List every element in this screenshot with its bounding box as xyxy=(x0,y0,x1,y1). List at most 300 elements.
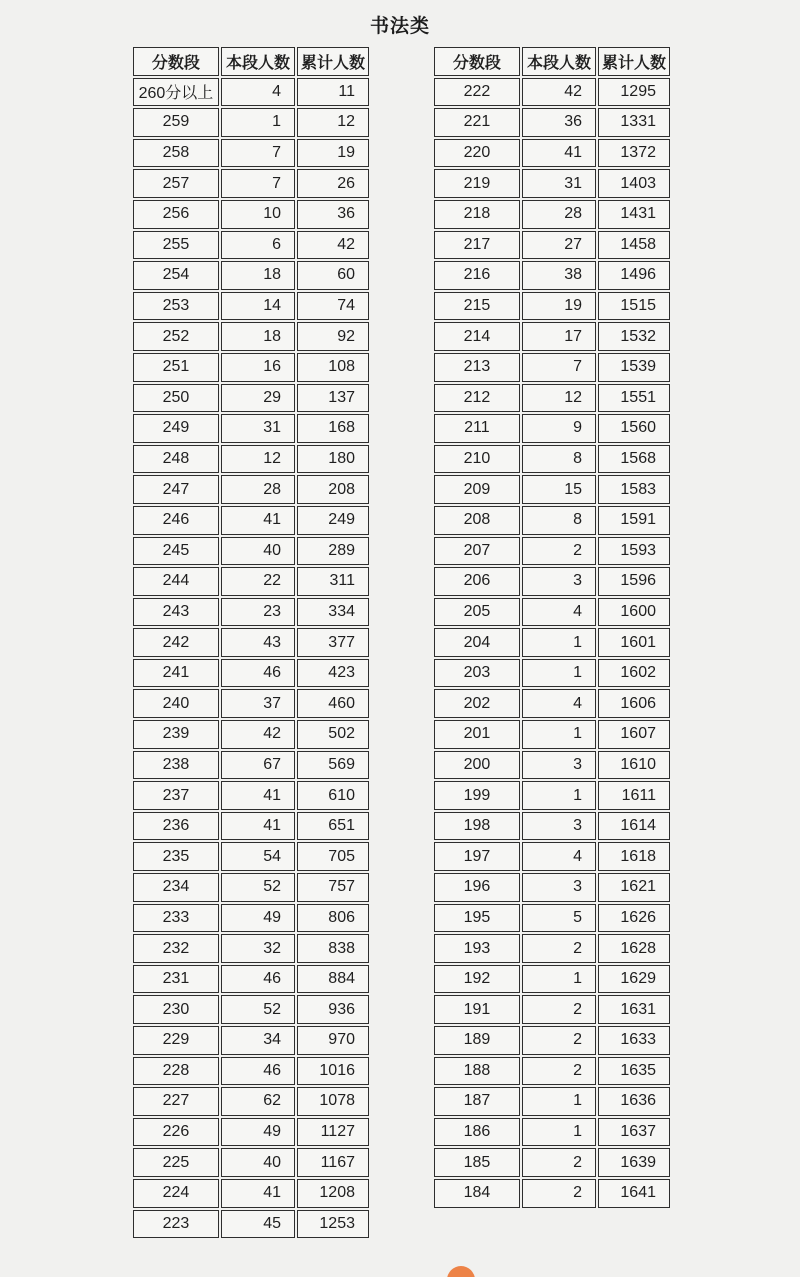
table-row xyxy=(434,1087,670,1116)
column-header-score-range: 分数段 xyxy=(133,47,219,76)
score-range-cell: 259 xyxy=(133,108,219,137)
score-range-cell: 260分以上 xyxy=(133,78,219,107)
segment-count-cell: 28 xyxy=(522,200,596,229)
score-range-cell: 217 xyxy=(434,231,520,260)
score-range-cell: 222 xyxy=(434,78,520,107)
table-row xyxy=(133,904,369,933)
cumulative-count-cell: 1593 xyxy=(598,537,670,566)
table-row xyxy=(434,139,670,168)
score-range-cell: 209 xyxy=(434,475,520,504)
segment-count-cell: 54 xyxy=(221,842,295,871)
segment-count-cell: 9 xyxy=(522,414,596,443)
score-range-cell: 239 xyxy=(133,720,219,749)
segment-count-cell: 8 xyxy=(522,445,596,474)
segment-count-cell: 3 xyxy=(522,567,596,596)
table-row xyxy=(434,537,670,566)
cumulative-count-cell: 12 xyxy=(297,108,369,137)
table-row xyxy=(434,873,670,902)
segment-count-cell: 32 xyxy=(221,934,295,963)
segment-count-cell: 1 xyxy=(522,628,596,657)
table-row xyxy=(133,1026,369,1055)
cumulative-count-cell: 1539 xyxy=(598,353,670,382)
cumulative-count-cell: 1611 xyxy=(598,781,670,810)
table-row xyxy=(434,965,670,994)
table-row xyxy=(133,384,369,413)
score-range-cell: 195 xyxy=(434,904,520,933)
score-range-cell: 231 xyxy=(133,965,219,994)
table-row xyxy=(133,1057,369,1086)
cumulative-count-cell: 1568 xyxy=(598,445,670,474)
cumulative-count-cell: 884 xyxy=(297,965,369,994)
score-range-cell: 193 xyxy=(434,934,520,963)
score-range-cell: 225 xyxy=(133,1148,219,1177)
cumulative-count-cell: 1515 xyxy=(598,292,670,321)
score-range-cell: 196 xyxy=(434,873,520,902)
segment-count-cell: 62 xyxy=(221,1087,295,1116)
table-row xyxy=(133,1118,369,1147)
segment-count-cell: 43 xyxy=(221,628,295,657)
table-row xyxy=(434,812,670,841)
score-range-cell: 248 xyxy=(133,445,219,474)
table-row xyxy=(434,1057,670,1086)
cumulative-count-cell: 838 xyxy=(297,934,369,963)
segment-count-cell: 1 xyxy=(522,659,596,688)
cumulative-count-cell: 1496 xyxy=(598,261,670,290)
cumulative-count-cell: 806 xyxy=(297,904,369,933)
cumulative-count-cell: 42 xyxy=(297,231,369,260)
score-range-cell: 184 xyxy=(434,1179,520,1208)
score-range-cell: 228 xyxy=(133,1057,219,1086)
segment-count-cell: 14 xyxy=(221,292,295,321)
cumulative-count-cell: 1583 xyxy=(598,475,670,504)
segment-count-cell: 41 xyxy=(221,812,295,841)
score-range-cell: 240 xyxy=(133,689,219,718)
segment-count-cell: 12 xyxy=(522,384,596,413)
cumulative-count-cell: 208 xyxy=(297,475,369,504)
score-range-cell: 234 xyxy=(133,873,219,902)
cumulative-count-cell: 1560 xyxy=(598,414,670,443)
score-range-cell: 201 xyxy=(434,720,520,749)
segment-count-cell: 45 xyxy=(221,1210,295,1239)
cumulative-count-cell: 1639 xyxy=(598,1148,670,1177)
score-range-cell: 246 xyxy=(133,506,219,535)
score-range-cell: 208 xyxy=(434,506,520,535)
segment-count-cell: 18 xyxy=(221,322,295,351)
cumulative-count-cell: 1607 xyxy=(598,720,670,749)
score-range-cell: 197 xyxy=(434,842,520,871)
score-range-cell: 212 xyxy=(434,384,520,413)
score-range-cell: 185 xyxy=(434,1148,520,1177)
cumulative-count-cell: 108 xyxy=(297,353,369,382)
segment-count-cell: 1 xyxy=(522,720,596,749)
cumulative-count-cell: 1610 xyxy=(598,751,670,780)
table-row xyxy=(434,842,670,871)
score-range-cell: 238 xyxy=(133,751,219,780)
segment-count-cell: 67 xyxy=(221,751,295,780)
segment-count-cell: 7 xyxy=(522,353,596,382)
cumulative-count-cell: 1078 xyxy=(297,1087,369,1116)
segment-count-cell: 12 xyxy=(221,445,295,474)
cumulative-count-cell: 1601 xyxy=(598,628,670,657)
score-range-cell: 223 xyxy=(133,1210,219,1239)
cumulative-count-cell: 168 xyxy=(297,414,369,443)
segment-count-cell: 22 xyxy=(221,567,295,596)
cumulative-count-cell: 19 xyxy=(297,139,369,168)
table-row xyxy=(434,1179,670,1208)
cumulative-count-cell: 757 xyxy=(297,873,369,902)
table-row xyxy=(133,506,369,535)
cumulative-count-cell: 651 xyxy=(297,812,369,841)
segment-count-cell: 16 xyxy=(221,353,295,382)
column-header-cumulative-count: 累计人数 xyxy=(297,47,369,76)
cumulative-count-cell: 1606 xyxy=(598,689,670,718)
cumulative-count-cell: 1208 xyxy=(297,1179,369,1208)
score-range-cell: 255 xyxy=(133,231,219,260)
segment-count-cell: 17 xyxy=(522,322,596,351)
score-range-cell: 211 xyxy=(434,414,520,443)
cumulative-count-cell: 289 xyxy=(297,537,369,566)
score-range-cell: 237 xyxy=(133,781,219,810)
table-row xyxy=(133,200,369,229)
cumulative-count-cell: 1596 xyxy=(598,567,670,596)
score-range-cell: 232 xyxy=(133,934,219,963)
cumulative-count-cell: 1631 xyxy=(598,995,670,1024)
table-row xyxy=(434,567,670,596)
cumulative-count-cell: 1629 xyxy=(598,965,670,994)
cumulative-count-cell: 1591 xyxy=(598,506,670,535)
cumulative-count-cell: 1253 xyxy=(297,1210,369,1239)
table-row xyxy=(434,445,670,474)
table-row xyxy=(434,934,670,963)
segment-count-cell: 7 xyxy=(221,169,295,198)
segment-count-cell: 4 xyxy=(522,689,596,718)
table-row xyxy=(434,689,670,718)
score-range-cell: 189 xyxy=(434,1026,520,1055)
cumulative-count-cell: 1532 xyxy=(598,322,670,351)
cumulative-count-cell: 1167 xyxy=(297,1148,369,1177)
score-range-cell: 244 xyxy=(133,567,219,596)
score-range-cell: 210 xyxy=(434,445,520,474)
table-row xyxy=(133,598,369,627)
score-range-cell: 254 xyxy=(133,261,219,290)
score-range-cell: 257 xyxy=(133,169,219,198)
score-range-cell: 235 xyxy=(133,842,219,871)
cumulative-count-cell: 137 xyxy=(297,384,369,413)
table-row xyxy=(133,139,369,168)
segment-count-cell: 15 xyxy=(522,475,596,504)
segment-count-cell: 10 xyxy=(221,200,295,229)
cumulative-count-cell: 610 xyxy=(297,781,369,810)
score-table-right xyxy=(432,45,672,1210)
table-row xyxy=(133,812,369,841)
table-row xyxy=(434,506,670,535)
table-row xyxy=(434,628,670,657)
segment-count-cell: 31 xyxy=(221,414,295,443)
orange-dot-decoration xyxy=(447,1266,475,1277)
segment-count-cell: 34 xyxy=(221,1026,295,1055)
score-range-cell: 218 xyxy=(434,200,520,229)
table-row xyxy=(434,292,670,321)
score-range-cell: 229 xyxy=(133,1026,219,1055)
segment-count-cell: 3 xyxy=(522,873,596,902)
score-range-cell: 219 xyxy=(434,169,520,198)
cumulative-count-cell: 1633 xyxy=(598,1026,670,1055)
table-row xyxy=(434,720,670,749)
table-row xyxy=(133,1179,369,1208)
table-row xyxy=(133,659,369,688)
cumulative-count-cell: 1621 xyxy=(598,873,670,902)
score-range-cell: 252 xyxy=(133,322,219,351)
table-row xyxy=(434,659,670,688)
segment-count-cell: 41 xyxy=(221,506,295,535)
column-header-segment-count: 本段人数 xyxy=(221,47,295,76)
table-row xyxy=(434,353,670,382)
cumulative-count-cell: 1431 xyxy=(598,200,670,229)
table-row xyxy=(133,353,369,382)
table-row xyxy=(434,108,670,137)
score-range-cell: 242 xyxy=(133,628,219,657)
score-range-cell: 241 xyxy=(133,659,219,688)
table-row xyxy=(133,628,369,657)
cumulative-count-cell: 502 xyxy=(297,720,369,749)
segment-count-cell: 4 xyxy=(522,598,596,627)
score-range-cell: 192 xyxy=(434,965,520,994)
header-row xyxy=(434,47,670,76)
segment-count-cell: 3 xyxy=(522,751,596,780)
cumulative-count-cell: 11 xyxy=(297,78,369,107)
segment-count-cell: 8 xyxy=(522,506,596,535)
table-row xyxy=(133,1087,369,1116)
segment-count-cell: 4 xyxy=(221,78,295,107)
score-range-cell: 249 xyxy=(133,414,219,443)
cumulative-count-cell: 1635 xyxy=(598,1057,670,1086)
segment-count-cell: 2 xyxy=(522,995,596,1024)
cumulative-count-cell: 1458 xyxy=(598,231,670,260)
column-header-score-range: 分数段 xyxy=(434,47,520,76)
segment-count-cell: 2 xyxy=(522,1026,596,1055)
score-range-cell: 216 xyxy=(434,261,520,290)
cumulative-count-cell: 970 xyxy=(297,1026,369,1055)
cumulative-count-cell: 1331 xyxy=(598,108,670,137)
column-header-segment-count: 本段人数 xyxy=(522,47,596,76)
cumulative-count-cell: 377 xyxy=(297,628,369,657)
table-row xyxy=(133,261,369,290)
cumulative-count-cell: 423 xyxy=(297,659,369,688)
table-row xyxy=(434,322,670,351)
score-range-cell: 206 xyxy=(434,567,520,596)
segment-count-cell: 52 xyxy=(221,873,295,902)
score-range-cell: 187 xyxy=(434,1087,520,1116)
table-row xyxy=(434,781,670,810)
segment-count-cell: 27 xyxy=(522,231,596,260)
table-row xyxy=(133,78,369,107)
cumulative-count-cell: 26 xyxy=(297,169,369,198)
segment-count-cell: 49 xyxy=(221,904,295,933)
segment-count-cell: 1 xyxy=(522,1087,596,1116)
table-row xyxy=(133,169,369,198)
segment-count-cell: 1 xyxy=(221,108,295,137)
cumulative-count-cell: 74 xyxy=(297,292,369,321)
table-row xyxy=(434,1118,670,1147)
score-range-cell: 186 xyxy=(434,1118,520,1147)
table-row xyxy=(434,384,670,413)
segment-count-cell: 40 xyxy=(221,537,295,566)
score-range-cell: 245 xyxy=(133,537,219,566)
table-row xyxy=(133,292,369,321)
segment-count-cell: 42 xyxy=(221,720,295,749)
cumulative-count-cell: 92 xyxy=(297,322,369,351)
score-range-cell: 207 xyxy=(434,537,520,566)
table-row xyxy=(133,781,369,810)
cumulative-count-cell: 1551 xyxy=(598,384,670,413)
score-table-left xyxy=(131,45,371,1240)
segment-count-cell: 23 xyxy=(221,598,295,627)
segment-count-cell: 46 xyxy=(221,659,295,688)
segment-count-cell: 29 xyxy=(221,384,295,413)
table-row xyxy=(133,720,369,749)
table-row xyxy=(133,1210,369,1239)
score-range-cell: 215 xyxy=(434,292,520,321)
table-row xyxy=(434,995,670,1024)
table-row xyxy=(434,414,670,443)
score-range-cell: 258 xyxy=(133,139,219,168)
score-range-cell: 253 xyxy=(133,292,219,321)
segment-count-cell: 4 xyxy=(522,842,596,871)
segment-count-cell: 52 xyxy=(221,995,295,1024)
score-range-cell: 191 xyxy=(434,995,520,1024)
segment-count-cell: 41 xyxy=(221,781,295,810)
score-range-cell: 202 xyxy=(434,689,520,718)
cumulative-count-cell: 569 xyxy=(297,751,369,780)
table-row xyxy=(434,231,670,260)
score-range-cell: 203 xyxy=(434,659,520,688)
table-row xyxy=(434,261,670,290)
segment-count-cell: 31 xyxy=(522,169,596,198)
segment-count-cell: 36 xyxy=(522,108,596,137)
page-title: 书法类 xyxy=(369,16,430,37)
score-range-cell: 236 xyxy=(133,812,219,841)
score-range-cell: 233 xyxy=(133,904,219,933)
cumulative-count-cell: 249 xyxy=(297,506,369,535)
table-row xyxy=(133,689,369,718)
segment-count-cell: 41 xyxy=(221,1179,295,1208)
table-row xyxy=(133,842,369,871)
score-range-cell: 256 xyxy=(133,200,219,229)
score-range-cell: 205 xyxy=(434,598,520,627)
segment-count-cell: 6 xyxy=(221,231,295,260)
table-row xyxy=(133,537,369,566)
score-range-cell: 198 xyxy=(434,812,520,841)
table-row xyxy=(133,322,369,351)
cumulative-count-cell: 1295 xyxy=(598,78,670,107)
score-range-cell: 227 xyxy=(133,1087,219,1116)
cumulative-count-cell: 311 xyxy=(297,567,369,596)
table-row xyxy=(434,904,670,933)
column-header-cumulative-count: 累计人数 xyxy=(598,47,670,76)
score-range-cell: 220 xyxy=(434,139,520,168)
segment-count-cell: 40 xyxy=(221,1148,295,1177)
segment-count-cell: 1 xyxy=(522,965,596,994)
segment-count-cell: 1 xyxy=(522,1118,596,1147)
score-range-cell: 188 xyxy=(434,1057,520,1086)
cumulative-count-cell: 1614 xyxy=(598,812,670,841)
segment-count-cell: 49 xyxy=(221,1118,295,1147)
segment-count-cell: 19 xyxy=(522,292,596,321)
score-range-cell: 204 xyxy=(434,628,520,657)
cumulative-count-cell: 1403 xyxy=(598,169,670,198)
segment-count-cell: 2 xyxy=(522,1057,596,1086)
score-range-cell: 226 xyxy=(133,1118,219,1147)
segment-count-cell: 18 xyxy=(221,261,295,290)
cumulative-count-cell: 460 xyxy=(297,689,369,718)
table-row xyxy=(133,108,369,137)
score-range-cell: 230 xyxy=(133,995,219,1024)
score-range-cell: 243 xyxy=(133,598,219,627)
segment-count-cell: 1 xyxy=(522,781,596,810)
segment-count-cell: 7 xyxy=(221,139,295,168)
table-row xyxy=(133,414,369,443)
cumulative-count-cell: 1628 xyxy=(598,934,670,963)
table-row xyxy=(133,231,369,260)
segment-count-cell: 38 xyxy=(522,261,596,290)
segment-count-cell: 2 xyxy=(522,934,596,963)
table-row xyxy=(434,598,670,627)
segment-count-cell: 2 xyxy=(522,537,596,566)
score-range-cell: 199 xyxy=(434,781,520,810)
score-range-cell: 247 xyxy=(133,475,219,504)
segment-count-cell: 2 xyxy=(522,1148,596,1177)
cumulative-count-cell: 1127 xyxy=(297,1118,369,1147)
table-row xyxy=(434,169,670,198)
segment-count-cell: 37 xyxy=(221,689,295,718)
segment-count-cell: 28 xyxy=(221,475,295,504)
score-range-cell: 250 xyxy=(133,384,219,413)
score-range-cell: 251 xyxy=(133,353,219,382)
segment-count-cell: 41 xyxy=(522,139,596,168)
table-row xyxy=(434,78,670,107)
score-range-cell: 214 xyxy=(434,322,520,351)
header-row xyxy=(133,47,369,76)
cumulative-count-cell: 60 xyxy=(297,261,369,290)
cumulative-count-cell: 1602 xyxy=(598,659,670,688)
table-row xyxy=(133,567,369,596)
table-row xyxy=(133,995,369,1024)
cumulative-count-cell: 705 xyxy=(297,842,369,871)
cumulative-count-cell: 1637 xyxy=(598,1118,670,1147)
score-range-cell: 213 xyxy=(434,353,520,382)
table-row xyxy=(133,873,369,902)
cumulative-count-cell: 36 xyxy=(297,200,369,229)
table-row xyxy=(434,200,670,229)
table-row xyxy=(133,475,369,504)
score-range-cell: 221 xyxy=(434,108,520,137)
score-range-cell: 200 xyxy=(434,751,520,780)
cumulative-count-cell: 1626 xyxy=(598,904,670,933)
table-row xyxy=(434,751,670,780)
segment-count-cell: 3 xyxy=(522,812,596,841)
cumulative-count-cell: 334 xyxy=(297,598,369,627)
cumulative-count-cell: 1618 xyxy=(598,842,670,871)
table-row xyxy=(434,475,670,504)
table-row xyxy=(434,1026,670,1055)
cumulative-count-cell: 1600 xyxy=(598,598,670,627)
segment-count-cell: 46 xyxy=(221,965,295,994)
cumulative-count-cell: 180 xyxy=(297,445,369,474)
table-row xyxy=(133,445,369,474)
segment-count-cell: 46 xyxy=(221,1057,295,1086)
table-row xyxy=(133,934,369,963)
table-row xyxy=(133,1148,369,1177)
